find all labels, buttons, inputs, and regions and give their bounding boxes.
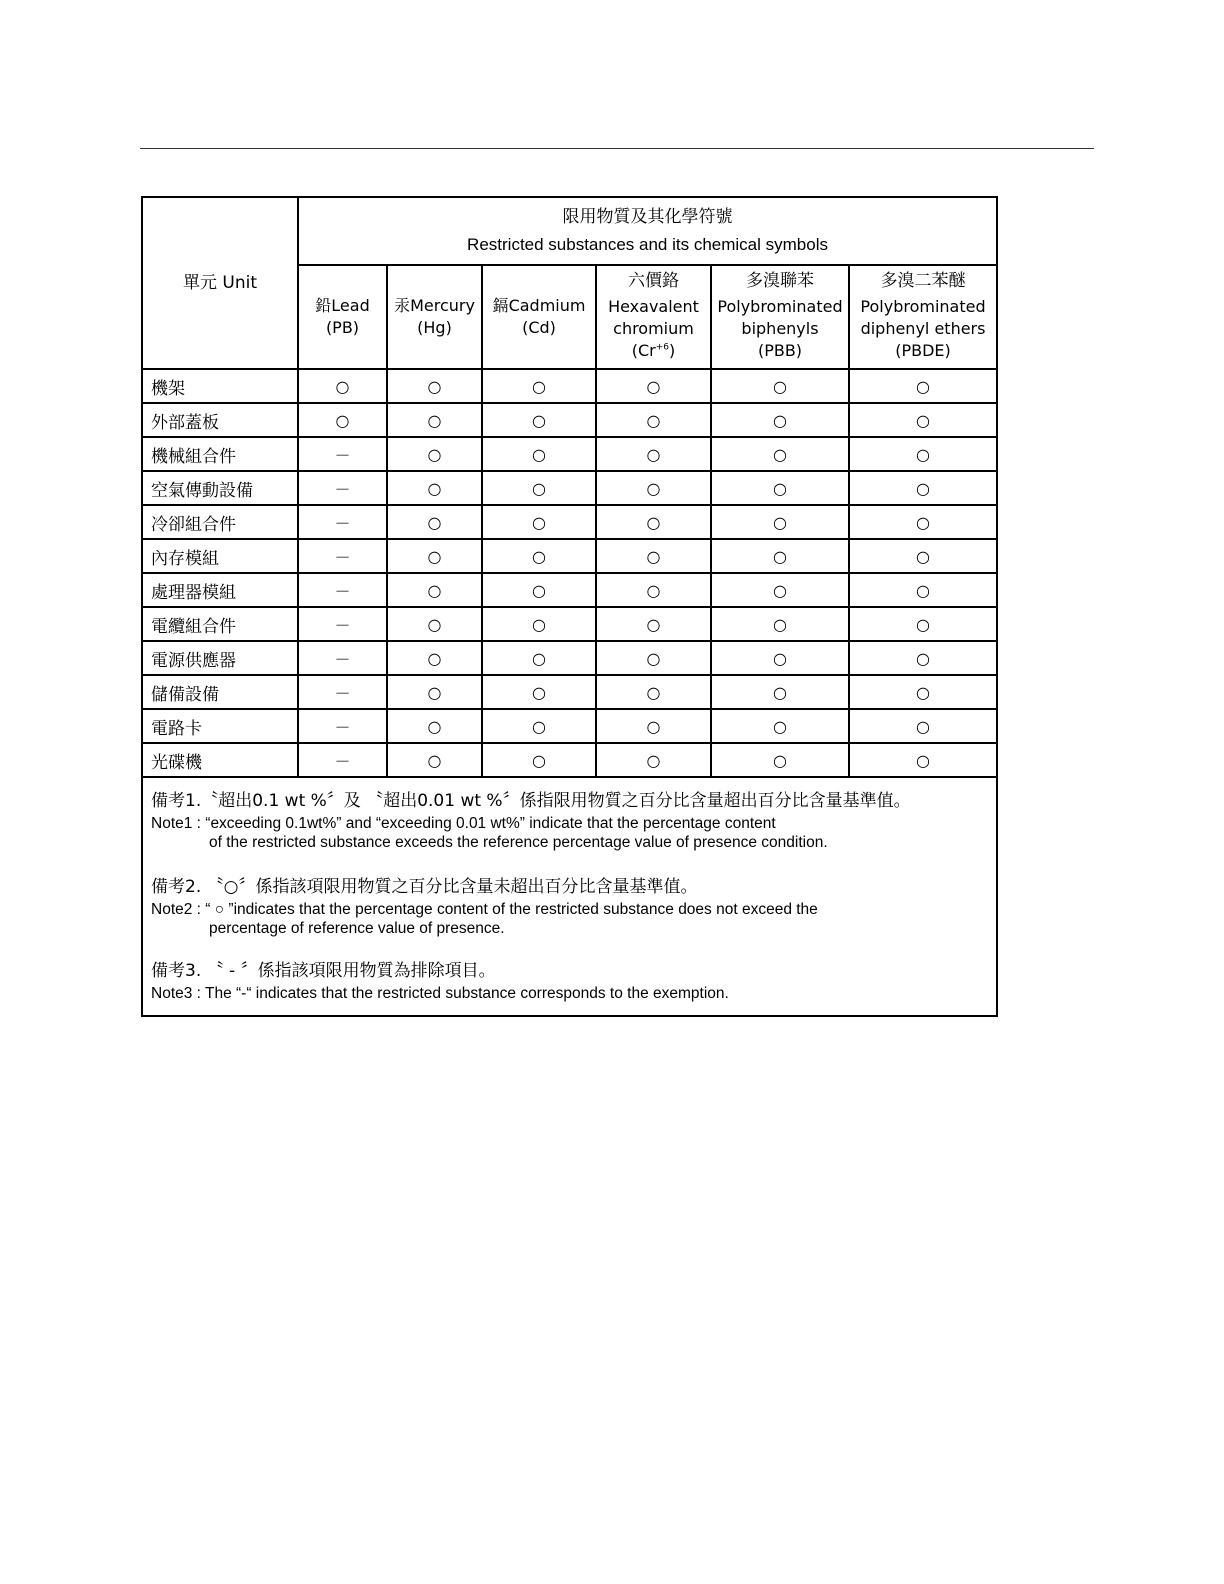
mercury-value: ○: [387, 709, 482, 743]
pbb-value: ○: [711, 675, 849, 709]
lead-value: －: [298, 675, 387, 709]
part-name: 電纜組合件: [142, 607, 298, 641]
lead-value: －: [298, 709, 387, 743]
chromium-value: ○: [596, 743, 711, 777]
pbde-value: ○: [849, 437, 997, 471]
lead-value: －: [298, 573, 387, 607]
cadmium-value: ○: [482, 607, 596, 641]
pbde-value: ○: [849, 505, 997, 539]
part-name: 機械組合件: [142, 437, 298, 471]
column-header-pbde: 多溴二苯醚 Polybrominated diphenyl ethers (PBDE): [849, 265, 997, 369]
note1-en: Note1 : “exceeding 0.1wt%” and “exceeding 0.01 wt%” indicate that the percentage content of the restricted substance exceeds the reference percentage value of presence condition.: [151, 815, 828, 851]
pbde-value: ○: [849, 607, 997, 641]
chromium-value: ○: [596, 573, 711, 607]
rohs-table: [141, 196, 998, 1017]
pbb-value: ○: [711, 505, 849, 539]
table-title-en: Restricted substances and its chemical symbols: [467, 235, 828, 254]
cadmium-value: ○: [482, 573, 596, 607]
mercury-value: ○: [387, 675, 482, 709]
pbb-value: ○: [711, 403, 849, 437]
pbde-value: ○: [849, 641, 997, 675]
table-row: [142, 743, 997, 777]
chromium-value: ○: [596, 539, 711, 573]
note3-en: Note3 : The “-“ indicates that the restricted substance corresponds to the exemption.: [151, 985, 729, 1002]
pbb-value: ○: [711, 641, 849, 675]
part-name: 電路卡: [142, 709, 298, 743]
column-header-hexavalent-chromium: 六價鉻 Hexavalent chromium $(Cr^{+6})$: [596, 265, 711, 369]
pbb-value: ○: [711, 709, 849, 743]
pbde-value: ○: [849, 709, 997, 743]
table-title: [298, 197, 997, 265]
pbde-value: ○: [849, 539, 997, 573]
pbde-value: ○: [849, 743, 997, 777]
mercury-value: ○: [387, 743, 482, 777]
top-rule: [140, 148, 1094, 149]
cadmium-value: ○: [482, 743, 596, 777]
chromium-value: ○: [596, 403, 711, 437]
chromium-value: ○: [596, 607, 711, 641]
mercury-value: ○: [387, 369, 482, 403]
lead-value: －: [298, 607, 387, 641]
part-name: 外部蓋板: [142, 403, 298, 437]
note2-zh: 備考2. 〝○〞係指該項限用物質之百分比含量未超出百分比含量基準值。: [151, 877, 698, 897]
cadmium-value: ○: [482, 675, 596, 709]
cadmium-value: ○: [482, 505, 596, 539]
lead-value: －: [298, 539, 387, 573]
part-name: 光碟機: [142, 743, 298, 777]
mercury-value: ○: [387, 573, 482, 607]
table-row: [142, 573, 997, 607]
part-name: 空氣傳動設備: [142, 471, 298, 505]
chromium-value: ○: [596, 505, 711, 539]
mercury-value: ○: [387, 539, 482, 573]
table-row: [142, 369, 997, 403]
table-row: [142, 471, 997, 505]
cadmium-value: ○: [482, 539, 596, 573]
table-row: [142, 607, 997, 641]
unit-header: 單元 Unit: [142, 197, 298, 369]
note1-zh: 備考1.〝超出0.1 wt %〞及 〝超出0.01 wt %〞係指限用物質之百分比含量超出百分比含量基準值。: [151, 791, 911, 811]
mercury-value: ○: [387, 505, 482, 539]
lead-value: －: [298, 471, 387, 505]
part-name: 機架: [142, 369, 298, 403]
cadmium-value: ○: [482, 709, 596, 743]
table-row: [142, 675, 997, 709]
table-row: [142, 539, 997, 573]
pbde-value: ○: [849, 369, 997, 403]
part-name: 冷卻組合件: [142, 505, 298, 539]
table-row: [142, 505, 997, 539]
part-name: 處理器模組: [142, 573, 298, 607]
chromium-value: ○: [596, 369, 711, 403]
chromium-value: ○: [596, 437, 711, 471]
cadmium-value: ○: [482, 403, 596, 437]
pbb-value: ○: [711, 437, 849, 471]
chromium-value: ○: [596, 641, 711, 675]
cadmium-value: ○: [482, 471, 596, 505]
notes-section: [142, 777, 997, 1016]
chromium-value: ○: [596, 709, 711, 743]
pbb-value: ○: [711, 471, 849, 505]
mercury-value: ○: [387, 607, 482, 641]
pbde-value: ○: [849, 471, 997, 505]
pbb-value: ○: [711, 369, 849, 403]
note2-en: Note2 : “ ○ ”indicates that the percentage content of the restricted substance does not exceed the percentage of reference value of presence.: [151, 901, 818, 937]
pbb-value: ○: [711, 573, 849, 607]
table-title-zh: 限用物質及其化學符號: [562, 207, 733, 227]
lead-value: －: [298, 437, 387, 471]
column-header-lead: 鉛Lead (PB): [298, 265, 387, 369]
cadmium-value: ○: [482, 369, 596, 403]
column-header-pbb: 多溴聯苯 Polybrominated biphenyls (PBB): [711, 265, 849, 369]
pbb-value: ○: [711, 607, 849, 641]
mercury-value: ○: [387, 437, 482, 471]
notes-row: [142, 777, 997, 1016]
pbb-value: ○: [711, 743, 849, 777]
chromium-value: ○: [596, 471, 711, 505]
chromium-value: ○: [596, 675, 711, 709]
mercury-value: ○: [387, 471, 482, 505]
part-name: 儲備設備: [142, 675, 298, 709]
table-row: [142, 403, 997, 437]
lead-value: ○: [298, 369, 387, 403]
pbb-value: ○: [711, 539, 849, 573]
pbde-value: ○: [849, 403, 997, 437]
pbde-value: ○: [849, 675, 997, 709]
header-row-1: [142, 197, 997, 265]
table-row: [142, 709, 997, 743]
cadmium-value: ○: [482, 437, 596, 471]
lead-value: ○: [298, 403, 387, 437]
cadmium-value: ○: [482, 641, 596, 675]
part-name: 電源供應器: [142, 641, 298, 675]
mercury-value: ○: [387, 403, 482, 437]
mercury-value: ○: [387, 641, 482, 675]
note3-zh: 備考3. 〝 - 〞係指該項限用物質為排除項目。: [151, 961, 496, 981]
column-header-cadmium: 鎘Cadmium (Cd): [482, 265, 596, 369]
part-name: 內存模組: [142, 539, 298, 573]
table-row: [142, 437, 997, 471]
lead-value: －: [298, 641, 387, 675]
table-row: [142, 641, 997, 675]
lead-value: －: [298, 505, 387, 539]
lead-value: －: [298, 743, 387, 777]
pbde-value: ○: [849, 573, 997, 607]
column-header-mercury: 汞Mercury (Hg): [387, 265, 482, 369]
